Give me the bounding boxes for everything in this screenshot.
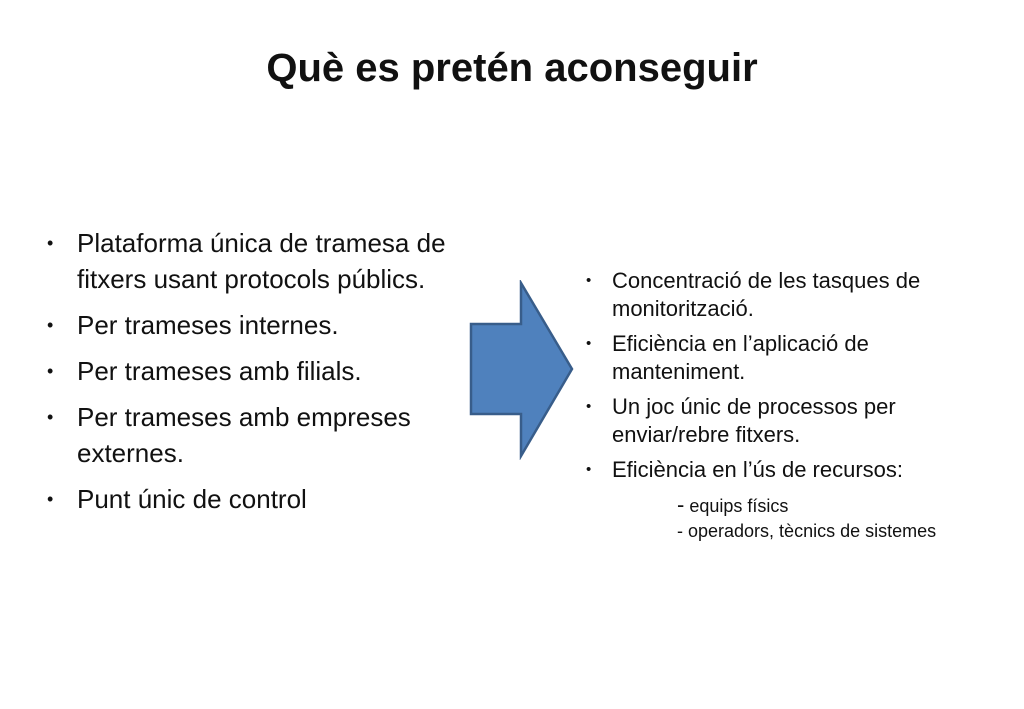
bullet-text: Per trameses amb filials. (77, 356, 362, 386)
bullet-text: Concentració de les tasques de monitorització. (612, 268, 921, 321)
resource-sub-list (677, 492, 1007, 544)
arrow-shape (471, 283, 572, 456)
bullet-dot: • (47, 315, 54, 335)
right-bullet-list (586, 267, 1002, 491)
sub-item (677, 518, 1007, 544)
bullet-text: Per trameses amb empreses externes. (77, 402, 411, 468)
bullet-dot: • (586, 335, 592, 352)
bullet-text: Per trameses internes. (77, 310, 339, 340)
bullet-dot: • (586, 398, 592, 415)
bullet-text: Eficiència en l’aplicació de manteniment. (612, 331, 869, 384)
bullet-text: Un joc únic de processos per enviar/rebre fitxers. (612, 394, 896, 447)
list-item (586, 267, 1002, 323)
bullet-dot: • (586, 272, 592, 289)
bullet-dot: • (586, 461, 592, 478)
sub-item-text: operadors, tècnics de sistemes (683, 521, 937, 541)
list-item (47, 399, 457, 471)
bullet-text: Plataforma única de tramesa de fitxers usant protocols públics. (77, 228, 446, 294)
list-item (47, 353, 457, 389)
sub-item-dash: - (677, 492, 685, 517)
list-item (586, 393, 1002, 449)
list-item (586, 330, 1002, 386)
bullet-dot: • (47, 361, 54, 381)
sub-item-text: equips físics (684, 496, 789, 516)
bullet-text: Eficiència en l’ús de recursos: (612, 457, 904, 482)
bullet-dot: • (47, 489, 54, 509)
list-item (47, 225, 457, 297)
right-arrow-icon (468, 280, 576, 460)
bullet-dot: • (47, 407, 54, 427)
left-bullet-list (47, 225, 457, 527)
bullet-dot: • (47, 233, 54, 253)
slide-title: Què es pretén aconseguir (266, 46, 758, 90)
bullet-text: Punt únic de control (77, 484, 307, 514)
sub-item-dash: - (677, 521, 683, 541)
list-item (47, 481, 457, 517)
list-item (586, 456, 1002, 484)
sub-item (677, 492, 1007, 518)
list-item (47, 307, 457, 343)
